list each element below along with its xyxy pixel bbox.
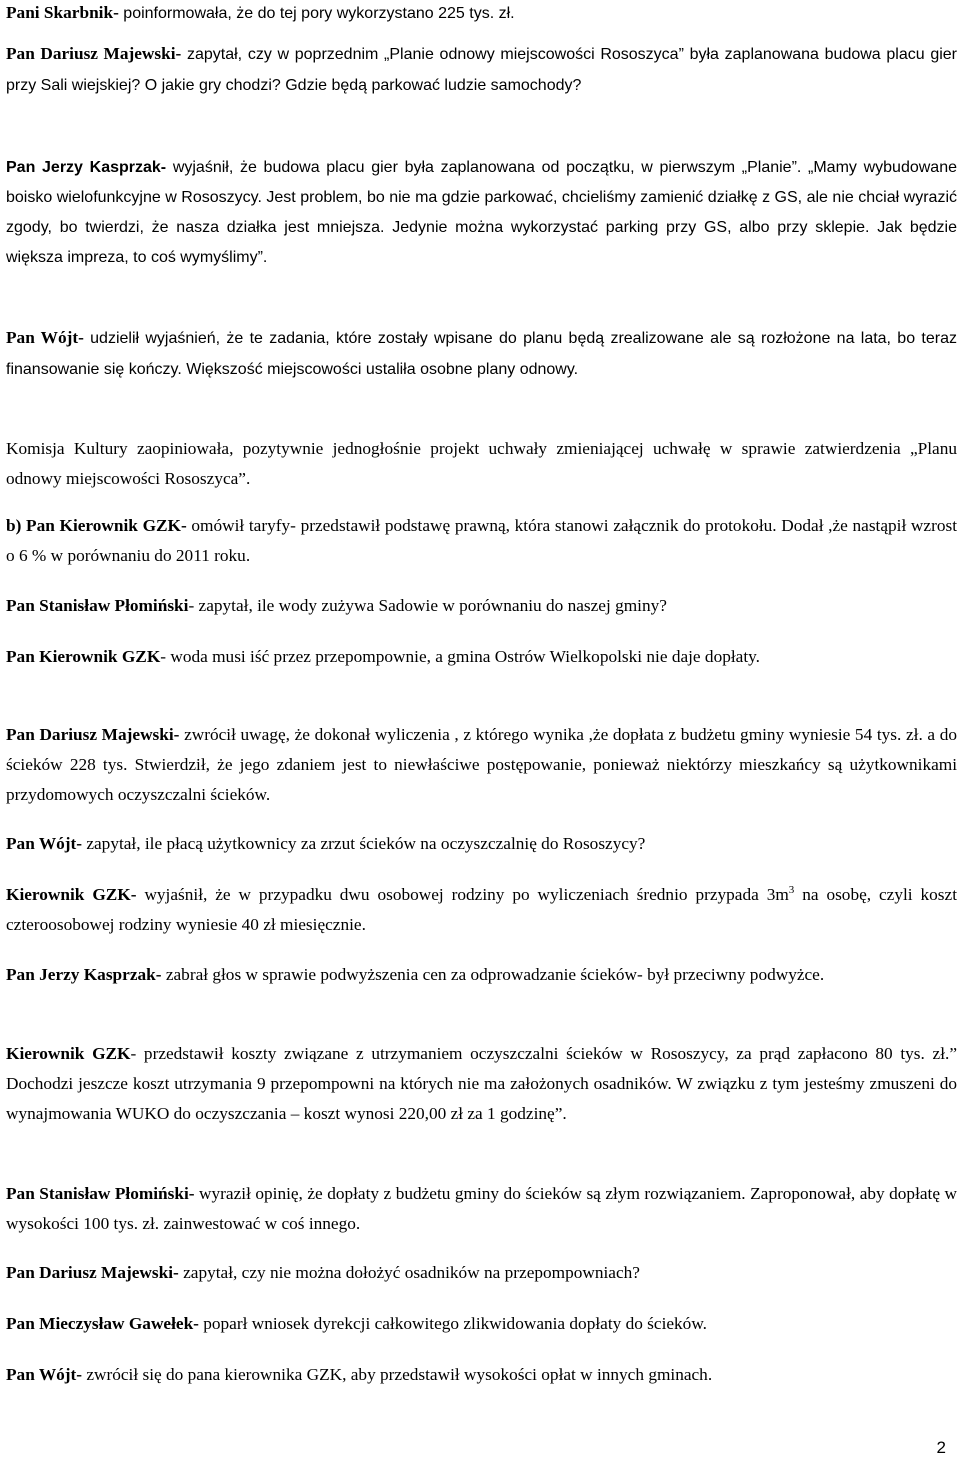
paragraph-skarbnik (6, 0, 957, 29)
speaker-name: Pani Skarbnik- (6, 3, 119, 22)
paragraph-text: zapytał, ile płacą użytkownicy za zrzut ścieków na oczyszczalnię do Rososzycy? (82, 834, 646, 853)
speaker-name: Pan Kierownik GZK (6, 647, 161, 666)
paragraph-text: wyraził opinię, że dopłaty z budżetu gminy do ścieków są złym rozwiązaniem. Zaproponował, aby dopłatę w wysokości 100 tys. zł. zainwestować w coś innego. (6, 1184, 957, 1233)
speaker-name: Pan Stanisław Płomiński (6, 596, 189, 615)
speaker-name: Pan Dariusz Majewski- (6, 725, 180, 744)
paragraph-wojt-3 (6, 1360, 957, 1390)
paragraph-text: zwrócił uwagę, że dokonał wyliczenia , z którego wynika ,że dopłata z budżetu gminy wyniesie 54 tys. zł. a do ścieków 228 tys. Stwierdził, że jego zdaniem jest to niewłaściwe postępowanie, ponieważ niektórzy mieszkańcy są użytkownikami przydomowych oczyszczalni ścieków. (6, 725, 957, 804)
paragraph-text: - woda musi iść przez przepompownie, a gmina Ostrów Wielkopolski nie daje dopłaty. (160, 647, 760, 666)
paragraph-komisja (6, 434, 957, 494)
speaker-name: Pan Jerzy Kasprzak- (6, 159, 167, 176)
superscript: 3 (788, 884, 795, 897)
paragraph-text: zabrał głos w sprawie podwyższenia cen za odprowadzanie ścieków- był przeciwny podwyżce. (161, 965, 825, 984)
paragraph-kierownik-woda (6, 642, 957, 672)
paragraph-majewski-2 (6, 720, 957, 810)
speaker-name: Kierownik GZK- (6, 885, 137, 904)
speaker-name: Pan Wójt- (6, 1365, 83, 1384)
paragraph-plominski-1 (6, 591, 957, 621)
paragraph-text: Komisja Kultury zaopiniowała, pozytywnie jednogłośnie projekt uchwały zmieniającej uchwałę w sprawie zatwierdzenia „Planu odnowy miejscowości Rososzyca”. (6, 439, 957, 488)
speaker-name: Kierownik GZK (6, 1044, 131, 1063)
paragraph-wojt-2 (6, 829, 957, 859)
paragraph-text: udzielił wyjaśnień, że te zadania, które zostały wpisane do planu będą zrealizowane ale są rozłożone na lata, bo teraz finansowanie się kończy. Większość miejscowości ustaliła osobne plany odnowy. (6, 330, 957, 378)
paragraph-text: wyjaśnił, że budowa placu gier była zaplanowana od początku, w pierwszym „Planie”. „Mamy wybudowane boisko wielofunkcyjne w Rososzycy. Jest problem, bo nie ma gdzie parkować, chcieliśmy zamienić działkę z GS, ale nie chciał wyrazić zgody, bo twierdzi, że nasza działka jest mniejsza. Jedynie można wykorzystać parking przy GS, albo przy sklepie. Jak będzie większa impreza, to coś wymyślimy”. (6, 159, 957, 266)
paragraph-kasprzak-1 (6, 153, 957, 273)
speaker-name: b) Pan Kierownik GZK- (6, 516, 187, 535)
paragraph-text: zapytał, czy w poprzednim „Planie odnowy miejscowości Rososzyca” była zaplanowana budowa placu gier przy Sali wiejskiej? O jakie gry chodzi? Gdzie będą parkować ludzie samochody? (6, 46, 958, 94)
paragraph-kierownik-taryfy (6, 511, 957, 571)
speaker-name: Pan Stanisław Płomiński- (6, 1184, 195, 1203)
paragraph-wojt-1 (6, 323, 957, 385)
paragraph-gawelek (6, 1309, 957, 1339)
paragraph-majewski-1 (6, 39, 957, 101)
paragraph-text: zwrócił się do pana kierownika GZK, aby przedstawił wysokości opłat w innych gminach. (82, 1365, 713, 1384)
paragraph-text: - przedstawił koszty związane z utrzymaniem oczyszczalni ścieków w Rososzycy, za prąd zapłacono 80 tys. zł.” Dochodzi jeszcze koszt utrzymania 9 przepompowni na których nie ma założonych osadników. W związku z tym jesteśmy zmuszeni do wynajmowania WUKO do oczyszczania – koszt wynosi 220,00 zł za 1 godzinę”. (6, 1044, 957, 1123)
paragraph-plominski-2 (6, 1179, 957, 1239)
paragraph-text: poinformowała, że do tej pory wykorzystano 225 tys. zł. (118, 5, 515, 22)
paragraph-kierownik-wyjasnil (6, 880, 957, 940)
paragraph-kasprzak-2 (6, 960, 957, 990)
paragraph-text: - zapytał, ile wody zużywa Sadowie w porównaniu do naszej gminy? (188, 596, 667, 615)
paragraph-text: wyjaśnił, że w przypadku dwu osobowej rodziny po wyliczeniach średnio przypada 3m (136, 885, 789, 904)
speaker-name: Pan Mieczysław Gawełek- (6, 1314, 199, 1333)
paragraph-text: poparł wniosek dyrekcji całkowitego zlikwidowania dopłaty do ścieków. (198, 1314, 708, 1333)
speaker-name: Pan Dariusz Majewski- (6, 44, 182, 63)
paragraph-text: omówił taryfy- przedstawił podstawę prawną, która stanowi załącznik do protokołu. Dodał ,że nastąpił wzrost o 6 % w porównaniu do 2011 roku. (6, 516, 957, 565)
paragraph-majewski-3 (6, 1258, 957, 1288)
speaker-name: Pan Wójt- (6, 328, 84, 347)
speaker-name: Pan Wójt- (6, 834, 83, 853)
paragraph-kierownik-koszty (6, 1039, 957, 1129)
speaker-name: Pan Jerzy Kasprzak- (6, 965, 162, 984)
paragraph-text-continued: na osobę, czyli koszt czteroosobowej rodziny wyniesie 40 zł miesięcznie. (6, 885, 957, 934)
speaker-name: Pan Dariusz Majewski- (6, 1263, 179, 1282)
paragraph-text: zapytał, czy nie można dołożyć osadników na przepompowniach? (178, 1263, 640, 1282)
page-number: 2 (936, 1438, 946, 1457)
